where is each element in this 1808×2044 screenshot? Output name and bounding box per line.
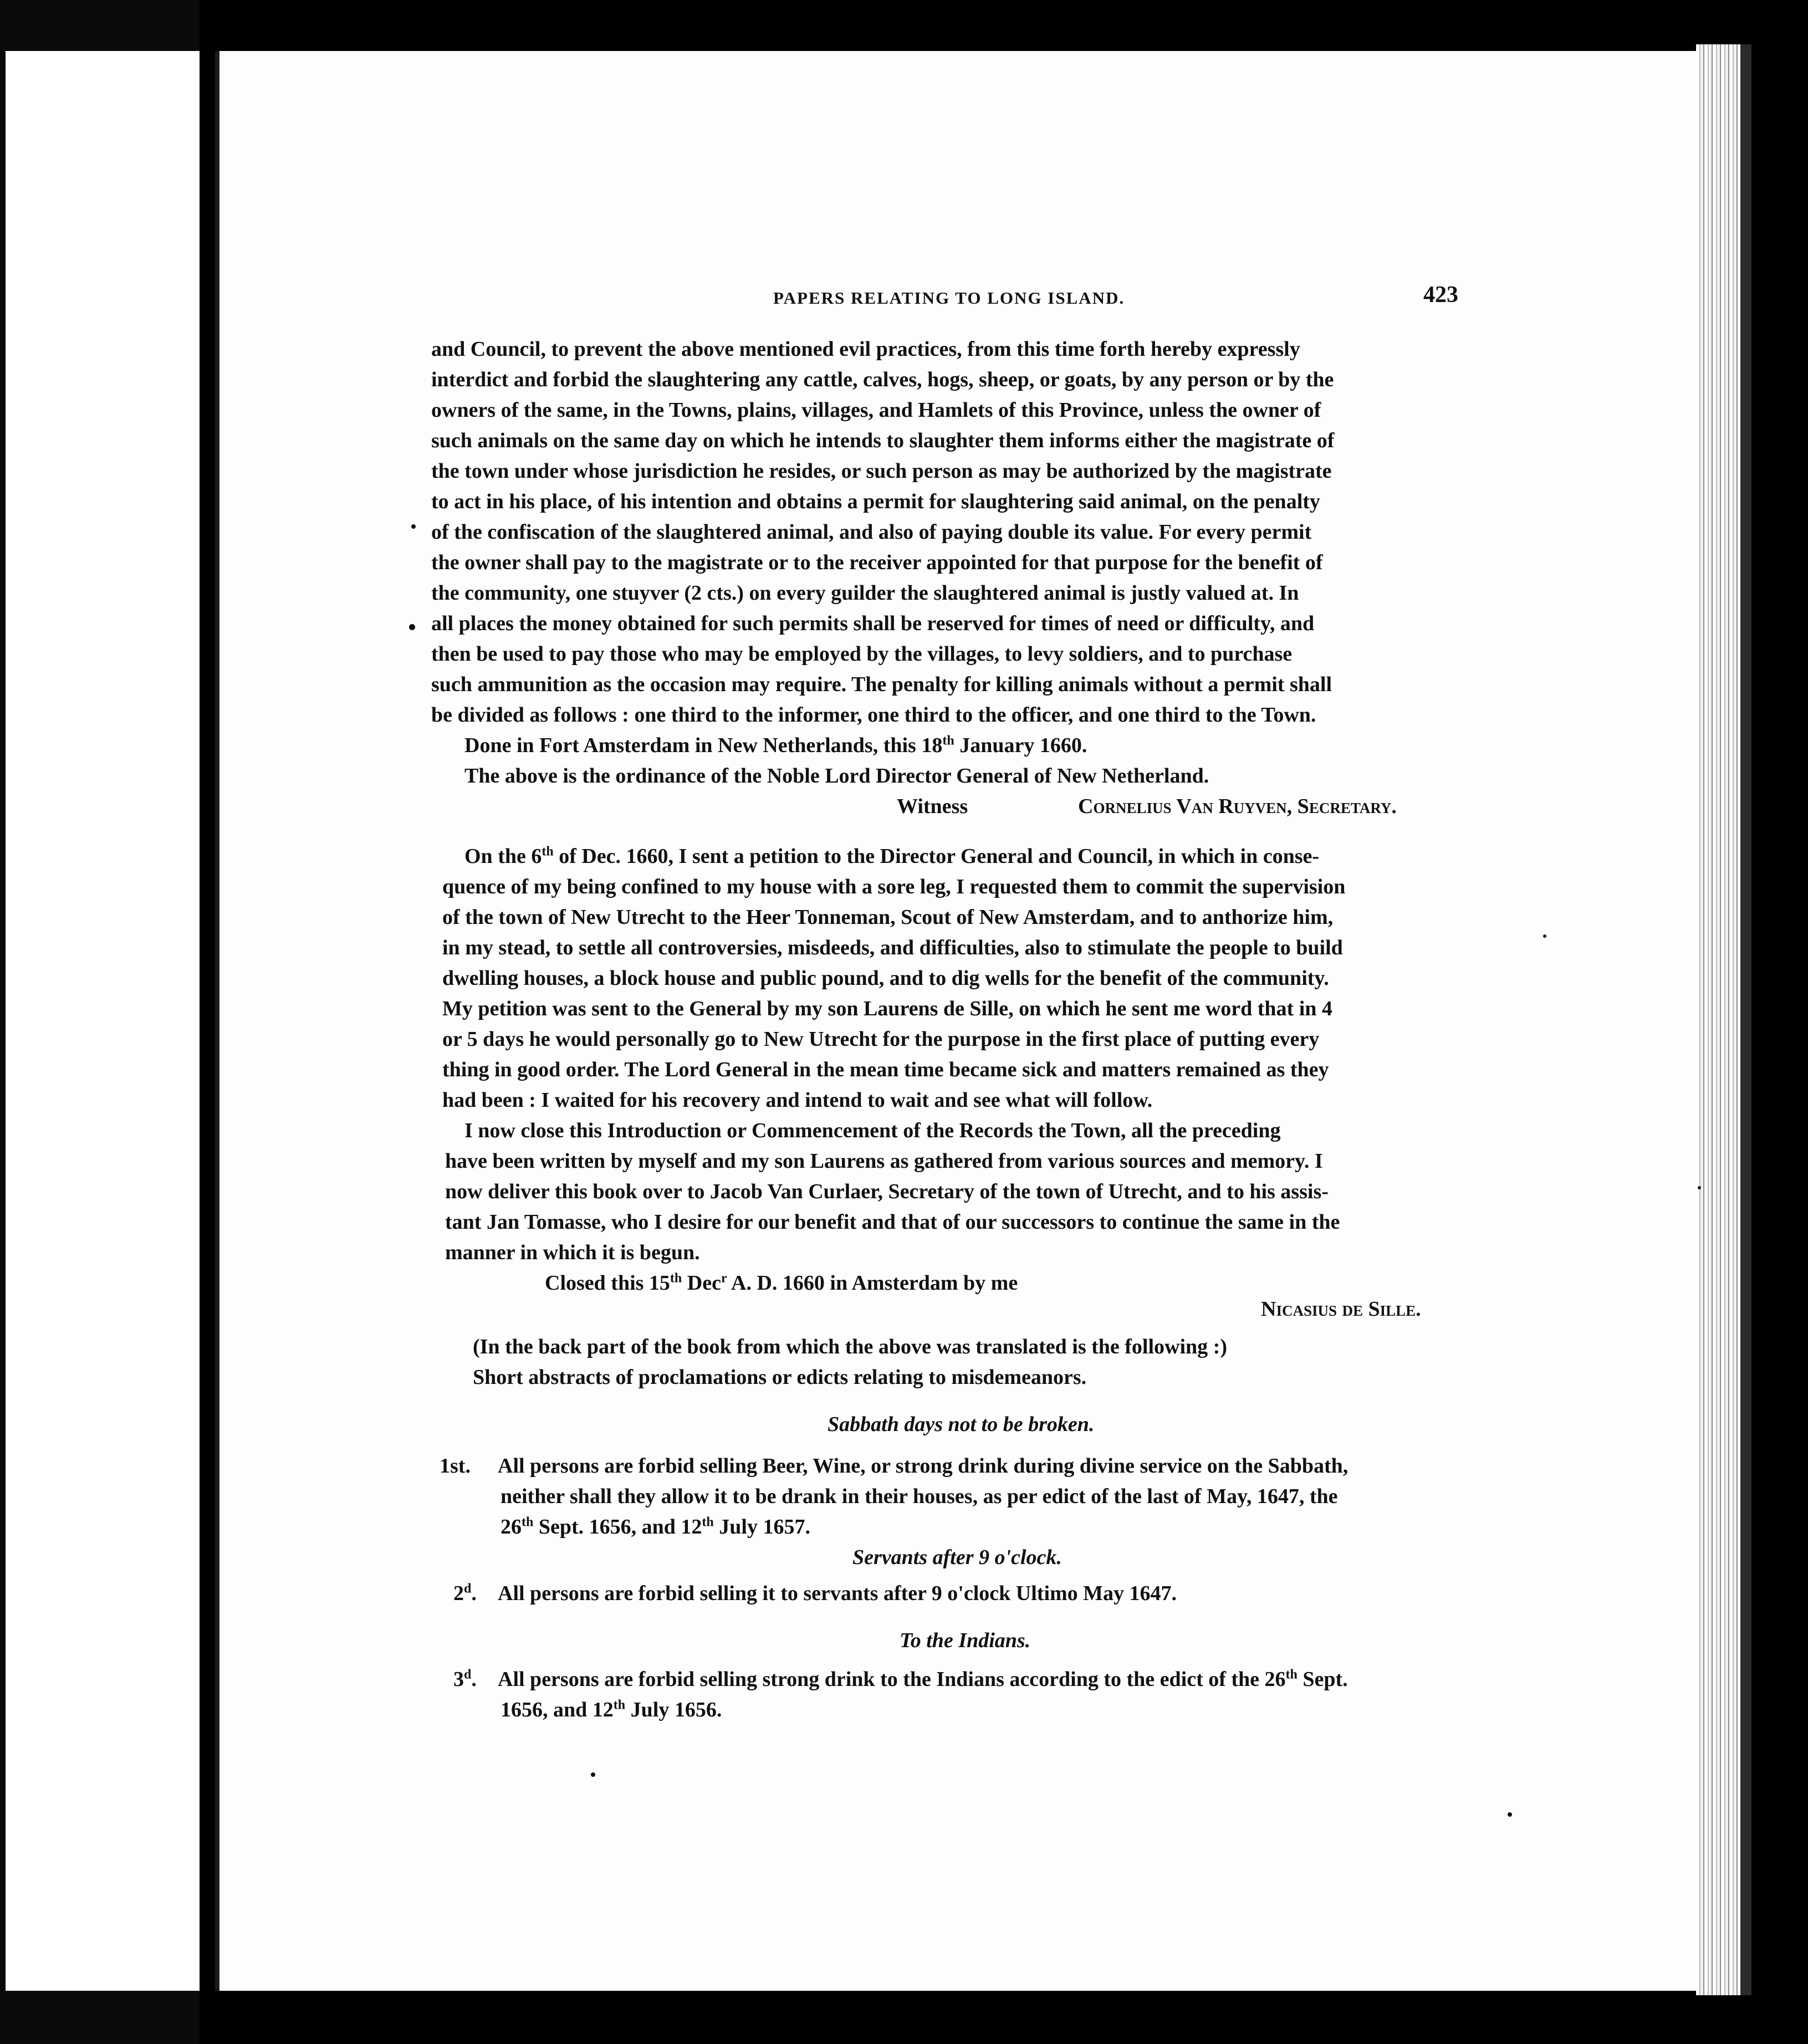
text-line: had been : I waited for his recovery and intend to wait and see what will follow. (442, 1089, 1153, 1112)
text-line: the town under whose jurisdiction he resides, or such person as may be authorized by the magistrate (431, 459, 1332, 483)
text-line: be divided as follows : one third to the informer, one third to the officer, and one third to the Town. (431, 703, 1316, 727)
text-line: such animals on the same day on which he intends to slaughter them informs either the magistrate of (431, 429, 1335, 452)
text-line: in my stead, to settle all controversies, misdeeds, and difficulties, also to stimulate the people to build (442, 936, 1343, 959)
text-line: to act in his place, of his intention and obtains a permit for slaughtering said animal, on the penalty (431, 490, 1320, 513)
item-1-line: All persons are forbid selling Beer, Wine, or strong drink during divine service on the Sabbath, (498, 1454, 1349, 1478)
text-line: quence of my being confined to my house with a sore leg, I requested them to commit the supervision (442, 875, 1346, 898)
scan-speck (1508, 1812, 1512, 1817)
page-number: 423 (1423, 282, 1458, 308)
scan-speck (591, 1772, 595, 1777)
item-1-line: neither shall they allow it to be drank in their houses, as per edict of the last of May, 1647, the (500, 1485, 1338, 1508)
item-2-line: All persons are forbid selling it to servants after 9 o'clock Ultimo May 1647. (498, 1582, 1177, 1605)
item-3-line: 1656, and 12th July 1656. (500, 1698, 722, 1721)
ordinance-line: The above is the ordinance of the Noble Lord Director General of New Netherland. (464, 764, 1209, 788)
text-line: the community, one stuyver (2 cts.) on every guilder the slaughtered animal is justly valued at. In (431, 581, 1299, 605)
text-line: the owner shall pay to the magistrate or to the receiver appointed for that purpose for the benefit of (431, 551, 1323, 574)
witness-name: Cornelius Van Ruyven, Secretary. (1078, 795, 1397, 818)
scan-speck (1543, 934, 1546, 938)
left-facing-page (6, 51, 200, 1991)
text-line: dwelling houses, a block house and public pound, and to dig wells for the benefit of the community. (442, 967, 1329, 990)
text-line: now deliver this book over to Jacob Van Curlaer, Secretary of the town of Utrecht, and to his assis- (445, 1180, 1329, 1203)
back-part-line: (In the back part of the book from which the above was translated is the following :) (473, 1335, 1227, 1358)
text-line: interdict and forbid the slaughtering any cattle, calves, hogs, sheep, or goats, by any person or by the (431, 368, 1334, 391)
item-1-line: 26th Sept. 1656, and 12th July 1657. (500, 1515, 810, 1539)
closed-line: Closed this 15th Dec$^r$ A. D. 1660 in Amsterdam by me (545, 1271, 1018, 1295)
text-line: manner in which it is begun. (445, 1241, 700, 1264)
page-stack-shadow (1740, 44, 1751, 1995)
heading-servants: Servants after 9 o'clock. (852, 1546, 1062, 1569)
text-line: such ammunition as the occasion may require. The penalty for killing animals without a permit shall (431, 673, 1332, 696)
text-line: I now close this Introduction or Commencement of the Records the Town, all the preceding (464, 1119, 1281, 1142)
text-line: and Council, to prevent the above mentioned evil practices, from this time forth hereby expressly (431, 338, 1300, 361)
page-stack-edge (1696, 44, 1740, 1995)
witness-label: Witness (897, 795, 968, 818)
item-2-number: 2$^d$. (453, 1581, 477, 1605)
text-line: On the 6th of Dec. 1660, I sent a petition to the Director General and Council, in which in conse- (464, 844, 1320, 868)
text-line: of the town of New Utrecht to the Heer Tonneman, Scout of New Amsterdam, and to anthorize him, (442, 906, 1334, 929)
item-3-number: 3$^d$. (453, 1667, 477, 1691)
item-3-line: All persons are forbid selling strong drink to the Indians according to the edict of the 26th Sept. (498, 1667, 1348, 1691)
item-1-number: 1st. (440, 1454, 471, 1478)
text-line: then be used to pay those who may be employed by the villages, to levy soldiers, and to purchase (431, 642, 1293, 666)
text-line: owners of the same, in the Towns, plains, villages, and Hamlets of this Province, unless the owner of (431, 398, 1321, 422)
page-gutter (215, 51, 219, 1991)
heading-sabbath: Sabbath days not to be broken. (828, 1413, 1095, 1436)
signature: Nicasius de Sille. (1261, 1297, 1421, 1321)
scan-speck (409, 624, 415, 630)
scan-speck (1698, 1186, 1701, 1189)
scan-speck (411, 524, 416, 529)
text-line: tant Jan Tomasse, who I desire for our benefit and that of our successors to continue the same in the (445, 1210, 1340, 1234)
text-line: all places the money obtained for such permits shall be reserved for times of need or difficulty, and (431, 612, 1315, 635)
text-line: of the confiscation of the slaughtered animal, and also of paying double its value. For every permit (431, 520, 1312, 544)
running-head: PAPERS RELATING TO LONG ISLAND. (773, 288, 1125, 308)
heading-indians: To the Indians. (900, 1629, 1031, 1652)
text-line: thing in good order. The Lord General in the mean time became sick and matters remained as they (442, 1058, 1329, 1081)
text-line: My petition was sent to the General by my son Laurens de Sille, on which he sent me word that in 4 (442, 997, 1332, 1020)
done-line: Done in Fort Amsterdam in New Netherlands, this 18th January 1660. (464, 733, 1087, 757)
text-line: or 5 days he would personally go to New Utrecht for the purpose in the first place of putting every (442, 1028, 1320, 1051)
text-line: have been written by myself and my son Laurens as gathered from various sources and memory. I (445, 1149, 1323, 1173)
abstracts-line: Short abstracts of proclamations or edicts relating to misdemeanors. (473, 1366, 1087, 1389)
